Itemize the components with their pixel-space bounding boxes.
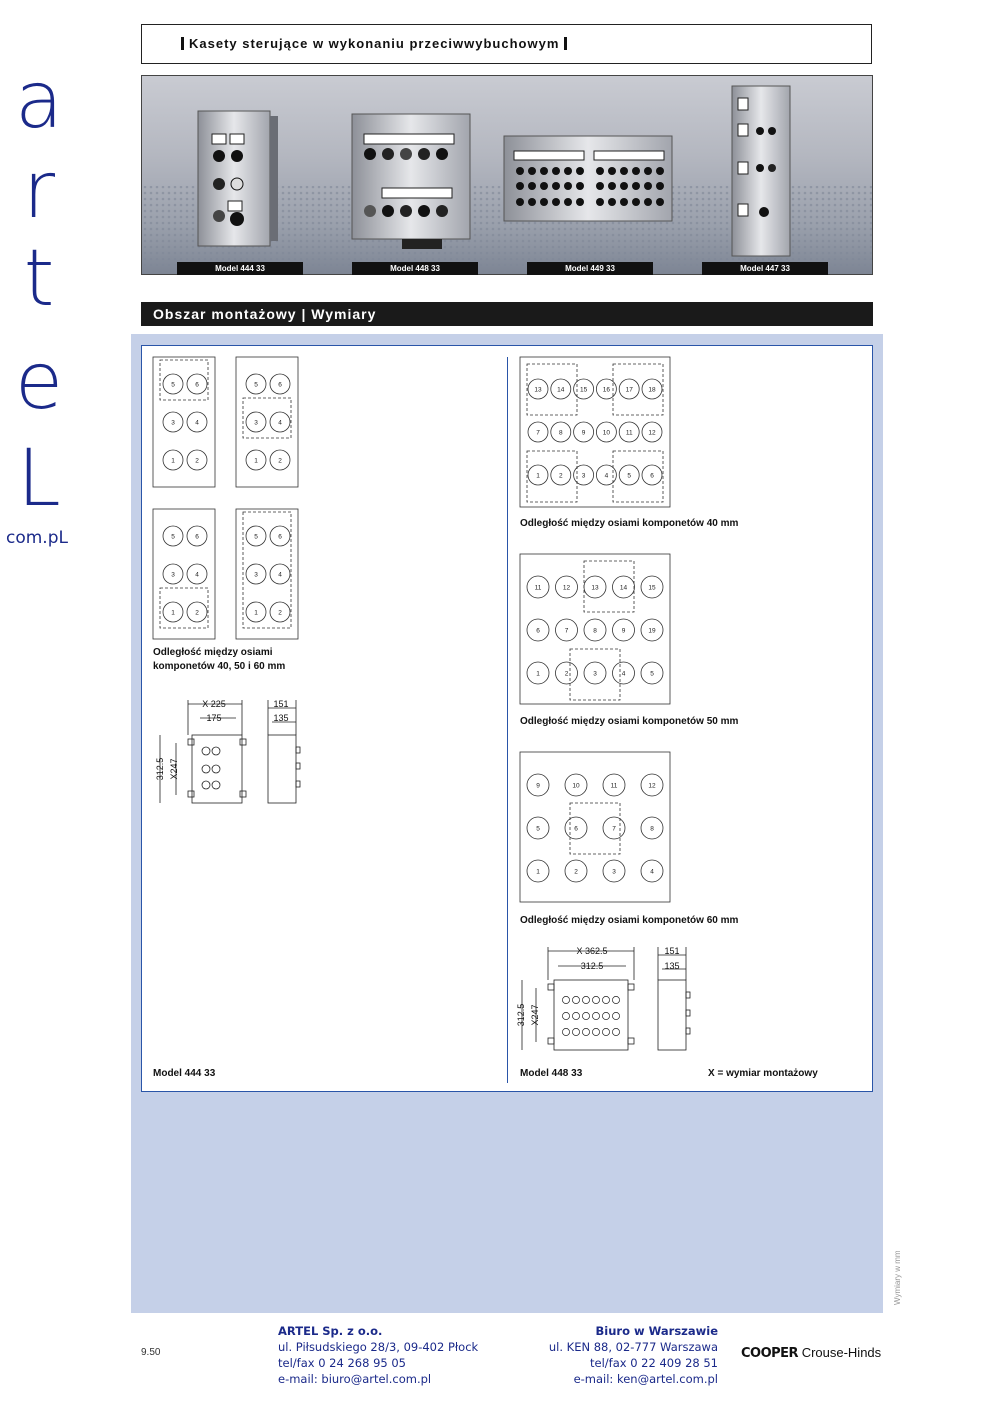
enclosure-outline <box>153 509 215 639</box>
brand-letter-r: r <box>22 146 56 236</box>
left-layout-component-number: 1 <box>171 457 175 465</box>
left-spacing-caption-2: komponetów 40, 50 i 60 mm <box>153 661 286 672</box>
left-dimension-drawing <box>150 695 320 815</box>
left-dim-width-inner: 175 <box>206 713 222 723</box>
company-block <box>278 1323 478 1387</box>
model-tag-448: Model 448 33 <box>352 262 478 275</box>
left-layout-component-number: 4 <box>278 419 282 427</box>
office-email: e-mail: ken@artel.com.pl <box>573 1372 718 1386</box>
product-447-photo <box>732 86 790 256</box>
product-photo-strip <box>141 75 873 275</box>
grid50-component-number: 8 <box>593 627 597 635</box>
grid60-component-number: 12 <box>648 782 656 790</box>
company-email: e-mail: biuro@artel.com.pl <box>278 1372 432 1386</box>
component-dot <box>602 1012 609 1019</box>
grid40-component-number: 18 <box>648 386 656 394</box>
component-dot <box>562 1028 569 1035</box>
grid60-component-number: 6 <box>574 825 578 833</box>
model-tag-449: Model 449 33 <box>527 262 653 275</box>
grid50-component-number: 2 <box>564 670 569 678</box>
left-layout-component-number: 1 <box>171 609 175 617</box>
grid40-component-number: 15 <box>579 386 588 394</box>
component-dot <box>612 1012 619 1019</box>
grid50-component-number: 12 <box>562 584 571 592</box>
grid50-component-number: 4 <box>621 670 626 678</box>
left-layout-component-number: 5 <box>254 533 258 541</box>
component-dot <box>562 1012 569 1019</box>
grid60-component-number: 9 <box>536 782 540 790</box>
grid60-caption: Odległość między osiami komponetów 60 mm <box>520 915 739 926</box>
grid40-component-number: 5 <box>627 472 632 480</box>
right-dim-depth-outer: 151 <box>664 946 680 956</box>
grid60-component-number: 8 <box>650 825 654 833</box>
left-model-label: Model 444 33 <box>153 1068 216 1079</box>
mounting-area-outline <box>160 588 208 628</box>
enclosure-outline <box>236 509 298 639</box>
left-layout-component-number: 2 <box>195 457 199 465</box>
left-layout-component-number: 3 <box>254 419 258 427</box>
grid60-component-number: 7 <box>612 825 616 833</box>
grid50-component-number: 1 <box>536 670 540 678</box>
brand-domain: com.pL <box>6 528 68 548</box>
component-dot <box>592 1012 599 1019</box>
right-layout-diagrams <box>518 355 678 915</box>
grid50-component-number: 7 <box>564 627 569 635</box>
grid40-component-number: 4 <box>604 472 609 480</box>
right-dimension-drawing <box>512 942 702 1057</box>
component-dot <box>562 996 569 1003</box>
product-444-photo <box>198 111 278 246</box>
left-layout-component-number: 2 <box>278 457 282 465</box>
units-note: Wymiary w mm <box>893 1250 902 1305</box>
grid60-component-number: 3 <box>612 868 616 876</box>
left-dim-width-outer: X 225 <box>202 699 226 709</box>
left-dim-height-outer: 312.5 <box>155 757 165 781</box>
product-448-photo <box>352 114 470 249</box>
grid40-component-number: 17 <box>625 386 633 394</box>
grid50-component-number: 6 <box>536 627 540 635</box>
left-layout-component-number: 6 <box>278 381 282 389</box>
left-layout-diagrams <box>150 352 310 647</box>
office-block <box>549 1323 718 1387</box>
grid60-component-number: 4 <box>650 868 654 876</box>
left-dim-height-inner: X247 <box>169 758 179 780</box>
component-dot <box>582 1012 589 1019</box>
brand-letter-l: L <box>17 434 61 524</box>
page-title-box <box>141 24 872 64</box>
left-layout-component-number: 5 <box>254 381 258 389</box>
left-layout-component-number: 6 <box>195 533 199 541</box>
company-address: ul. Piłsudskiego 28/3, 09-402 Płock <box>278 1340 479 1354</box>
grid40-component-number: 9 <box>581 429 586 437</box>
grid60-component-number: 5 <box>536 825 540 833</box>
left-layout-component-number: 3 <box>254 571 258 579</box>
grid40-component-number: 8 <box>558 429 563 437</box>
left-layout-component-number: 4 <box>195 419 199 427</box>
right-model-label: Model 448 33 <box>520 1068 583 1079</box>
office-title: Biuro w Warszawie <box>595 1324 718 1338</box>
grid50-caption: Odległość między osiami komponetów 50 mm <box>520 716 739 727</box>
grid60-component-number: 1 <box>536 868 540 876</box>
grid40-component-number: 6 <box>650 472 654 480</box>
component-dot <box>582 1028 589 1035</box>
left-layout-component-number: 1 <box>254 457 258 465</box>
enclosure-outline <box>236 357 298 487</box>
left-layout-component-number: 3 <box>171 419 175 427</box>
component-dot <box>612 996 619 1003</box>
component-dot <box>602 996 609 1003</box>
brand-letter-a: a <box>15 56 63 146</box>
mounting-area-outline <box>160 360 208 400</box>
grid60-outline <box>520 752 670 902</box>
left-layout-component-number: 3 <box>171 571 175 579</box>
grid40-component-number: 7 <box>536 429 540 437</box>
product-photos <box>142 76 873 275</box>
right-dim-width-outer: X 362.5 <box>576 946 608 956</box>
office-phone: tel/fax 0 22 409 28 51 <box>590 1356 718 1370</box>
grid60-component-number: 2 <box>574 868 578 876</box>
left-layout-component-number: 5 <box>171 533 175 541</box>
left-layout-component-number: 5 <box>171 381 175 389</box>
component-dot <box>602 1028 609 1035</box>
company-name: ARTEL Sp. z o.o. <box>278 1324 383 1338</box>
grid40-caption: Odległość między osiami komponetów 40 mm <box>520 518 739 529</box>
right-dim-depth-inner: 135 <box>664 961 680 971</box>
section-heading: Obszar montażowy | Wymiary <box>141 302 873 326</box>
product-449-photo <box>504 136 672 221</box>
grid40-component-number: 2 <box>558 472 563 480</box>
left-layout-component-number: 4 <box>278 571 282 579</box>
grid50-component-number: 14 <box>619 584 628 592</box>
column-divider <box>507 357 508 1083</box>
office-address: ul. KEN 88, 02-777 Warszawa <box>548 1340 718 1354</box>
component-dot <box>592 996 599 1003</box>
right-dim-width-inner: 312.5 <box>580 961 604 971</box>
model-tag-447: Model 447 33 <box>702 262 828 275</box>
grid50-component-number: 19 <box>648 627 656 635</box>
model-tag-444: Model 444 33 <box>177 262 303 275</box>
grid40-component-number: 1 <box>536 472 540 480</box>
cooper-logo <box>741 1345 881 1361</box>
mounting-area-outline <box>527 451 577 502</box>
left-layout-component-number: 2 <box>195 609 199 617</box>
left-spacing-caption-1: Odległość między osiami <box>153 647 273 658</box>
grid50-component-number: 5 <box>650 670 654 678</box>
grid50-component-number: 13 <box>591 584 599 592</box>
cooper-logo-rest: Crouse-Hinds <box>801 1345 882 1360</box>
grid40-component-number: 12 <box>648 429 656 437</box>
grid40-component-number: 14 <box>557 386 565 394</box>
component-dot <box>582 996 589 1003</box>
grid60-component-number: 11 <box>610 782 618 790</box>
component-dot <box>572 1028 579 1035</box>
component-dot <box>572 1012 579 1019</box>
left-layout-component-number: 1 <box>254 609 258 617</box>
enclosure-outline <box>153 357 215 487</box>
grid40-component-number: 11 <box>625 429 633 437</box>
mounting-area-outline <box>243 512 291 628</box>
grid40-component-number: 10 <box>602 429 611 437</box>
grid40-component-number: 3 <box>581 472 586 480</box>
grid50-component-number: 9 <box>621 627 626 635</box>
brand-letter-t: t <box>23 234 55 324</box>
mounting-area-outline <box>613 451 663 502</box>
grid40-component-number: 13 <box>534 386 542 394</box>
grid40-component-number: 16 <box>602 386 611 394</box>
left-dim-depth-inner: 135 <box>273 713 289 723</box>
grid50-component-number: 3 <box>593 670 597 678</box>
left-layout-component-number: 2 <box>278 609 282 617</box>
component-dot <box>612 1028 619 1035</box>
left-layout-component-number: 4 <box>195 571 199 579</box>
right-dim-height-outer: 312.5 <box>516 1003 526 1027</box>
grid50-component-number: 15 <box>648 584 656 592</box>
left-dim-depth-outer: 151 <box>273 699 289 709</box>
component-dot <box>592 1028 599 1035</box>
company-phone: tel/fax 0 24 268 95 05 <box>278 1356 406 1370</box>
component-dot <box>572 996 579 1003</box>
mounting-area-outline <box>243 398 291 438</box>
page-number: 9.50 <box>141 1347 161 1358</box>
brand-letter-e: e <box>15 337 63 427</box>
left-layout-component-number: 6 <box>278 533 282 541</box>
page-title: Kasety sterujące w wykonaniu przeciwwybuchowym <box>189 36 560 51</box>
grid50-component-number: 11 <box>534 584 542 592</box>
cooper-logo-bold: COOPER <box>741 1346 799 1361</box>
grid60-component-number: 10 <box>572 782 580 790</box>
left-layout-component-number: 6 <box>195 381 199 389</box>
right-dim-height-inner: X247 <box>530 1004 540 1026</box>
legend-note: X = wymiar montażowy <box>708 1068 818 1079</box>
